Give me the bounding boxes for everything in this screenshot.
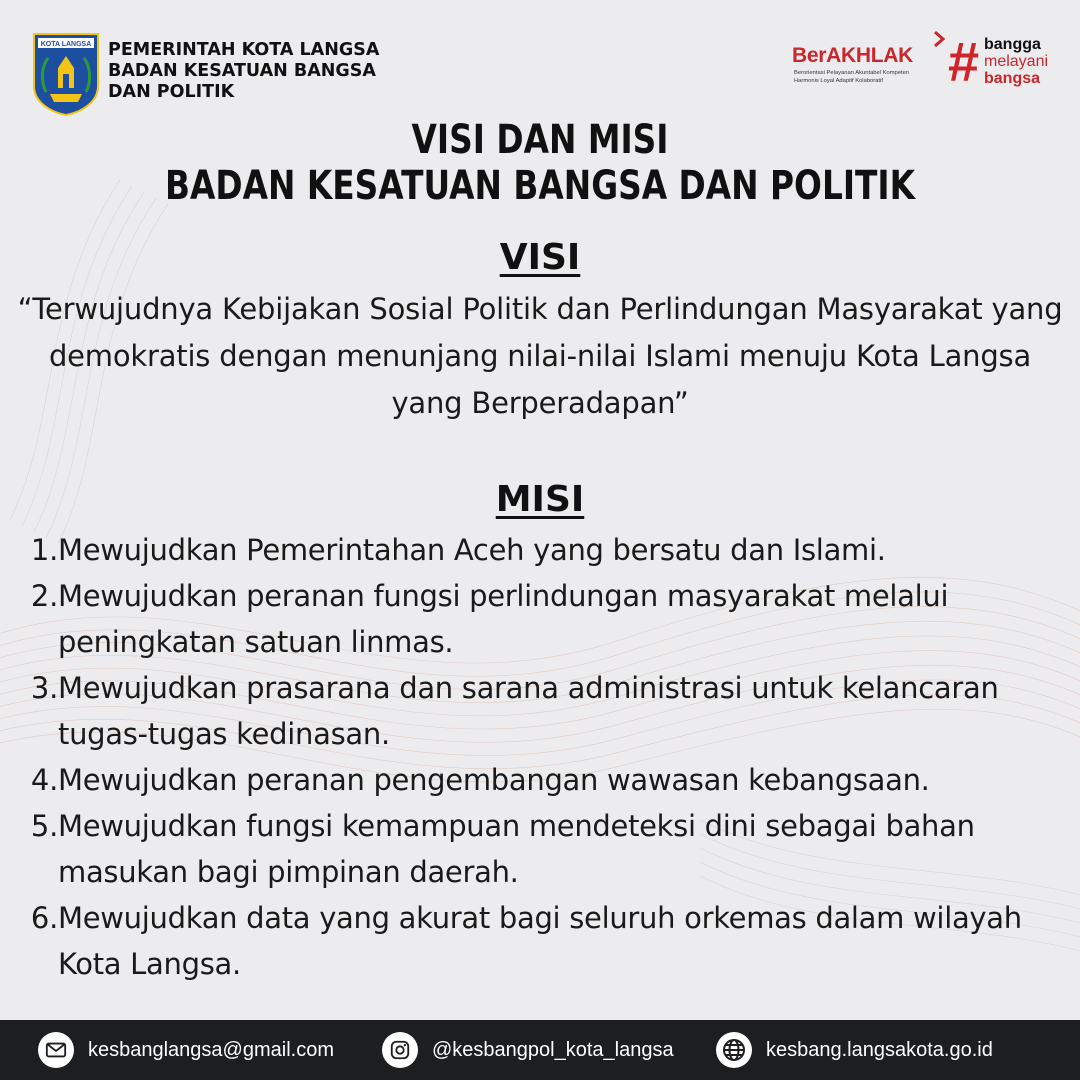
page-title-line-1: VISI DAN MISI <box>411 117 669 163</box>
berakhlak-word: BerAKHLAK <box>792 44 913 67</box>
misi-number: 2. <box>30 579 58 613</box>
kota-langsa-emblem <box>32 32 100 116</box>
org-line-3: DAN POLITIK <box>108 82 235 102</box>
email-contact[interactable] <box>38 1020 334 1080</box>
misi-text: Mewujudkan peranan fungsi perlindungan masyarakat melalui peningkatan satuan linmas. <box>58 579 949 659</box>
contact-footer <box>0 1020 1080 1080</box>
bangga-melayani-logo <box>948 30 1058 93</box>
berakhlak-subtitle <box>794 70 909 85</box>
misi-number: 3. <box>30 671 58 705</box>
misi-number: 1. <box>30 533 58 567</box>
misi-text: Mewujudkan peranan pengembangan wawasan kebangsaan. <box>58 763 930 797</box>
misi-item-5 <box>20 803 1070 895</box>
organization-name <box>108 40 379 103</box>
chevron-right-icon <box>932 30 946 48</box>
misi-text: Mewujudkan Pemerintahan Aceh yang bersatu dan Islami. <box>58 533 886 567</box>
misi-item-1 <box>20 527 1070 573</box>
misi-item-4 <box>20 757 1070 803</box>
bangga-word-3: bangsa <box>984 70 1041 87</box>
bangga-word-1: bangga <box>984 36 1041 53</box>
org-line-1: PEMERINTAH KOTA LANGSA <box>108 40 380 60</box>
misi-number: 4. <box>30 763 58 797</box>
instagram-text[interactable]: @kesbangpol_kota_langsa <box>432 1038 674 1061</box>
bangga-melayani-words <box>984 36 1048 87</box>
misi-number: 5. <box>30 809 58 843</box>
misi-item-3 <box>20 665 1070 757</box>
misi-heading: MISI <box>495 479 585 520</box>
visi-statement: “Terwujudnya Kebijakan Sosial Politik dan Perlindungan Masyarakat yang demokratis dengan menunjang nilai-nilai Islami menuju Kota Langsa yang Berperadapan” <box>17 292 1063 420</box>
bangga-word-2: melayani <box>984 53 1049 70</box>
instagram-contact[interactable] <box>382 1020 674 1080</box>
misi-item-6 <box>20 895 1070 987</box>
visi-heading: VISI <box>499 237 581 278</box>
globe-icon <box>716 1032 752 1068</box>
page-title-line-2: BADAN KESATUAN BANGSA DAN POLITIK <box>164 163 916 209</box>
website-contact[interactable] <box>716 1020 993 1080</box>
misi-text: Mewujudkan fungsi kemampuan mendeteksi dini sebagai bahan masukan bagi pimpinan daerah. <box>58 809 975 889</box>
mail-icon <box>38 1032 74 1068</box>
email-text[interactable]: kesbanglangsa@gmail.com <box>88 1038 334 1061</box>
misi-item-2 <box>20 573 1070 665</box>
hashtag-icon: # <box>948 30 980 93</box>
misi-list <box>20 527 1070 987</box>
berakhlak-logo <box>792 32 944 92</box>
org-line-2: BADAN KESATUAN BANGSA <box>108 61 376 81</box>
emblem-text: KOTA LANGSA <box>40 41 92 48</box>
instagram-icon <box>382 1032 418 1068</box>
misi-number: 6. <box>30 901 58 935</box>
misi-text: Mewujudkan prasarana dan sarana administrasi untuk kelancaran tugas-tugas kedinasan. <box>58 671 999 751</box>
misi-text: Mewujudkan data yang akurat bagi seluruh orkemas dalam wilayah Kota Langsa. <box>58 901 1022 981</box>
website-text[interactable]: kesbang.langsakota.go.id <box>766 1038 993 1061</box>
berakhlak-sub-2: Harmonis Loyal Adaptif Kolaboratif <box>794 77 883 84</box>
berakhlak-sub-1: Berorientasi Pelayanan Akuntabel Kompeten <box>794 70 910 76</box>
